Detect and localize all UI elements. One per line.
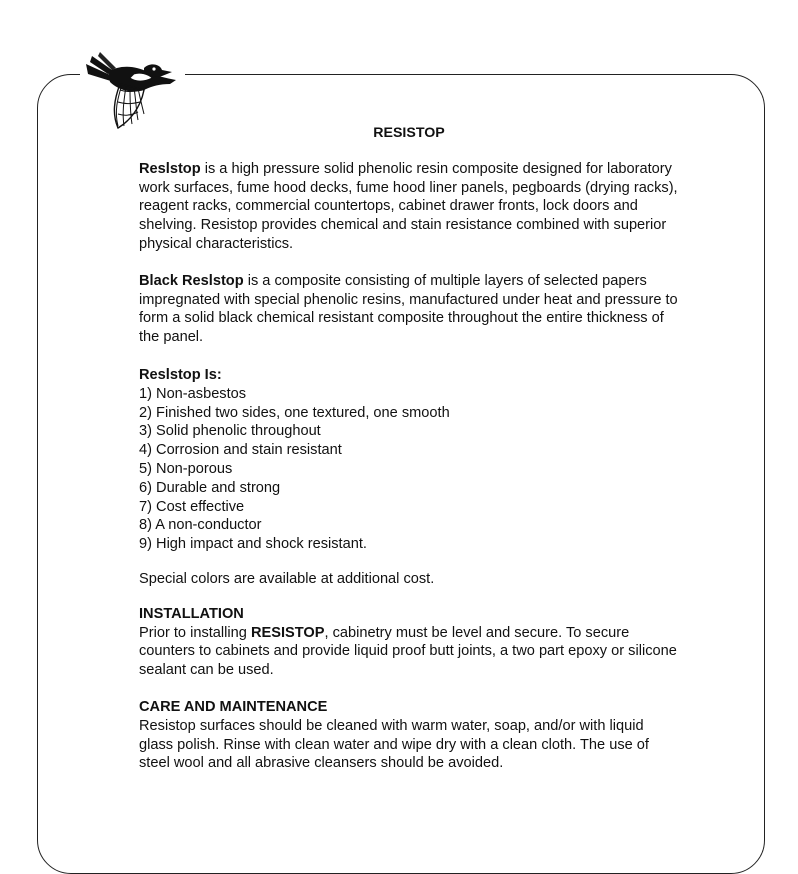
bird-icon	[78, 50, 188, 132]
features-list	[139, 385, 679, 554]
list-item: 3) Solid phenolic throughout	[139, 423, 321, 440]
features-heading: Reslstop Is:	[139, 366, 222, 383]
list-item: 9) High impact and shock resistant.	[139, 536, 367, 553]
black-brand: Black Reslstop	[139, 272, 244, 289]
installation-paragraph: Prior to installing RESISTOP, cabinetry must be level and secure. To secure counters to cabinets and provide liquid proof butt joints, a two part epoxy or silicone sealant can be used.	[139, 624, 677, 679]
installation-heading: INSTALLATION	[139, 605, 244, 622]
list-item: 2) Finished two sides, one textured, one smooth	[139, 404, 450, 421]
list-item: 8) A non-conductor	[139, 517, 262, 534]
list-item: 5) Non-porous	[139, 460, 233, 477]
black-text: is a composite consisting of multiple layers of selected papers impregnated with special phenolic resins, manufactured under heat and pressure to form a solid black chemical resistant composite throughout the entire thickness of the panel.	[139, 272, 678, 346]
intro-text: is a high pressure solid phenolic resin composite designed for laboratory work surfaces, fume hood decks, fume hood liner panels, pegboards (drying racks), reagent racks, commercial countertops, cabinet drawer fronts, lock doors and shelving. Resistop provides chemical and stain resistance combined with superior physical characteristics.	[139, 160, 678, 252]
list-item: 1) Non-asbestos	[139, 385, 247, 402]
list-item: 6) Durable and strong	[139, 479, 281, 496]
black-paragraph	[139, 272, 679, 347]
colors-note: Special colors are available at additional cost.	[139, 570, 435, 587]
list-item: 7) Cost effective	[139, 498, 245, 515]
page-title: RESISTOP	[373, 125, 445, 141]
document-body	[139, 124, 679, 773]
list-item: 4) Corrosion and stain resistant	[139, 442, 342, 459]
intro-brand: Reslstop	[139, 160, 201, 177]
care-paragraph: Resistop surfaces should be cleaned with warm water, soap, and/or with liquid glass polish. Rinse with clean water and wipe dry with a clean cloth. The use of steel wool and all abrasive cleansers should be avoided.	[139, 717, 649, 772]
care-heading: CARE AND MAINTENANCE	[139, 698, 328, 715]
installation-brand: RESISTOP	[250, 624, 325, 641]
intro-paragraph	[139, 160, 679, 254]
